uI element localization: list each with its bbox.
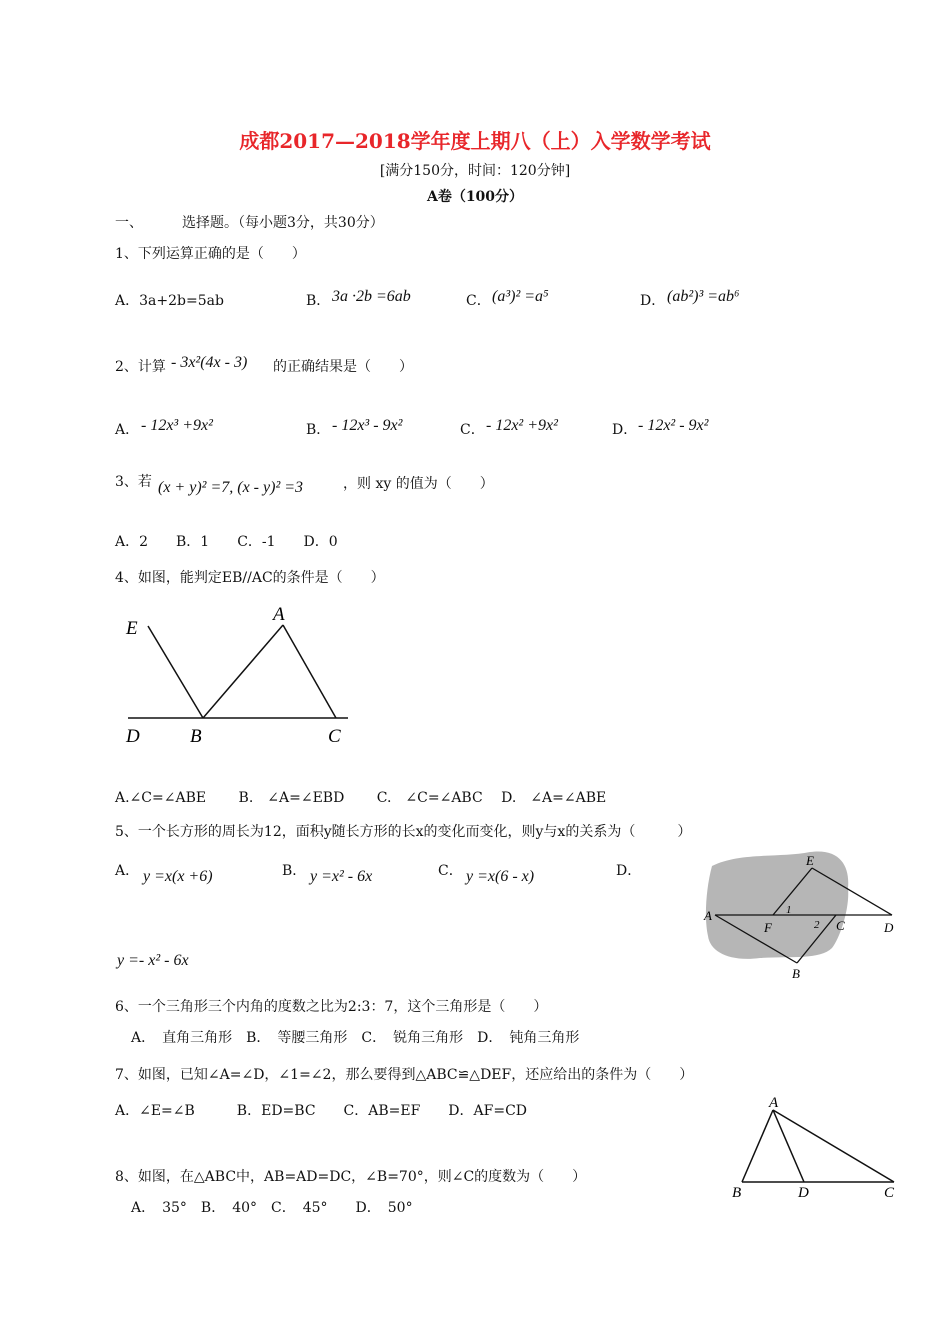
label-a: A	[769, 1095, 779, 1111]
label-a: A	[704, 908, 712, 923]
q5-stem: 5、一个长方形的周长为12，面积y随长方形的长x的变化而变化，则y与x的关系为（ ）	[115, 824, 692, 840]
label-c: C	[836, 918, 845, 933]
q1-option-b-label: B．	[306, 293, 331, 309]
q7-figure	[700, 848, 900, 983]
paper-a-heading: A卷（100分）	[426, 189, 524, 205]
q8-stem: 8、如图，在△ABC中，AB=AD=DC，∠B=70°，则∠C的度数为（ ）	[115, 1169, 587, 1185]
segment-ba	[203, 625, 283, 718]
q8-figure	[726, 1092, 910, 1204]
q8-options: A． 35° B． 40° C． 45° D． 50°	[131, 1200, 413, 1216]
q1-option-d-expr: (ab²)³ =ab⁶	[667, 288, 740, 305]
q1-option-b-expr: 3a ·2b =6ab	[332, 288, 411, 305]
q2-option-d-label: D．	[612, 422, 638, 438]
q7-options: A．∠E=∠B B．ED=BC C．AB=EF D．AF=CD	[115, 1103, 528, 1119]
label-angle-1: 1	[786, 904, 792, 916]
q3-stem-suffix: ，则 xy 的值为（ ）	[343, 476, 494, 492]
section-number: 一、	[115, 215, 143, 231]
label-b: B	[792, 966, 800, 981]
segment-ac	[283, 625, 336, 718]
segment-eb	[148, 626, 203, 718]
q5-option-a-expr: y =x(x +6)	[143, 868, 213, 885]
label-e: E	[806, 853, 814, 868]
q5-option-c-label: C．	[438, 863, 463, 879]
q4-options: A.∠C=∠ABE B. ∠A=∠EBD C. ∠C=∠ABC D. ∠A=∠ABE	[115, 790, 607, 806]
q1-stem: 1、下列运算正确的是（ ）	[115, 246, 306, 262]
q3-stem-expr: (x + y)² =7, (x - y)² =3	[158, 479, 304, 496]
label-angle-2: 2	[814, 919, 820, 931]
q5-option-b-label: B．	[282, 863, 307, 879]
q4-figure	[120, 600, 360, 750]
q2-option-b-expr: - 12x³ - 9x²	[332, 417, 403, 434]
q2-option-c-expr: - 12x² +9x²	[486, 417, 558, 434]
q5-option-b-expr: y =x² - 6x	[310, 868, 373, 885]
q1-option-c-label: C．	[466, 293, 491, 309]
q3-options: A．2 B．1 C．-1 D．0	[115, 534, 338, 550]
q1-option-d-label: D．	[640, 293, 666, 309]
label-d: D	[126, 726, 140, 747]
label-e: E	[126, 618, 138, 639]
q5-option-d-label: D．	[616, 863, 642, 879]
q2-stem-prefix: 2、计算	[115, 359, 166, 375]
label-d: D	[798, 1185, 809, 1201]
exam-meta: [满分150分，时间：120分钟]	[379, 163, 571, 179]
segment-ba	[742, 1110, 773, 1182]
q2-option-b-label: B．	[306, 422, 331, 438]
segment-ac	[773, 1110, 894, 1182]
q3-stem-prefix: 3、若	[115, 474, 152, 490]
q5-option-a-label: A．	[115, 863, 140, 879]
section-heading: 选择题。（每小题3分，共30分）	[182, 215, 384, 231]
q7-stem: 7、如图，已知∠A=∠D，∠1=∠2，那么要得到△ABC≌△DEF，还应给出的条件为（ ）	[115, 1067, 694, 1083]
q2-option-d-expr: - 12x² - 9x²	[638, 417, 709, 434]
scan-smudge	[706, 851, 848, 958]
label-b: B	[190, 726, 202, 747]
q6-options: A． 直角三角形 B． 等腰三角形 C． 锐角三角形 D． 钝角三角形	[131, 1030, 580, 1046]
q5-option-d-expr: y =- x² - 6x	[117, 952, 189, 969]
q2-option-a-label: A．	[115, 422, 140, 438]
q4-stem: 4、如图，能判定EB//AC的条件是（ ）	[115, 570, 385, 586]
label-a: A	[273, 604, 285, 625]
exam-title: 成都2017—2018学年度上期八（上）入学数学考试	[239, 129, 711, 153]
q2-stem-suffix: 的正确结果是（ ）	[273, 359, 413, 375]
q6-stem: 6、一个三角形三个内角的度数之比为2:3：7，这个三角形是（ ）	[115, 999, 548, 1015]
q2-stem-expr: - 3x²(4x - 3)	[171, 354, 248, 371]
label-c: C	[328, 726, 341, 747]
q5-option-c-expr: y =x(6 - x)	[466, 868, 535, 885]
label-b: B	[732, 1185, 742, 1201]
q1-option-c-expr: (a³)² =a⁵	[492, 288, 549, 305]
q2-option-c-label: C．	[460, 422, 485, 438]
segment-ad	[773, 1110, 804, 1182]
q1-option-a: A．3a+2b=5ab	[115, 293, 224, 309]
q2-option-a-expr: - 12x³ +9x²	[141, 417, 213, 434]
label-d: D	[884, 920, 894, 935]
label-f: F	[764, 920, 772, 935]
label-c: C	[884, 1185, 895, 1201]
